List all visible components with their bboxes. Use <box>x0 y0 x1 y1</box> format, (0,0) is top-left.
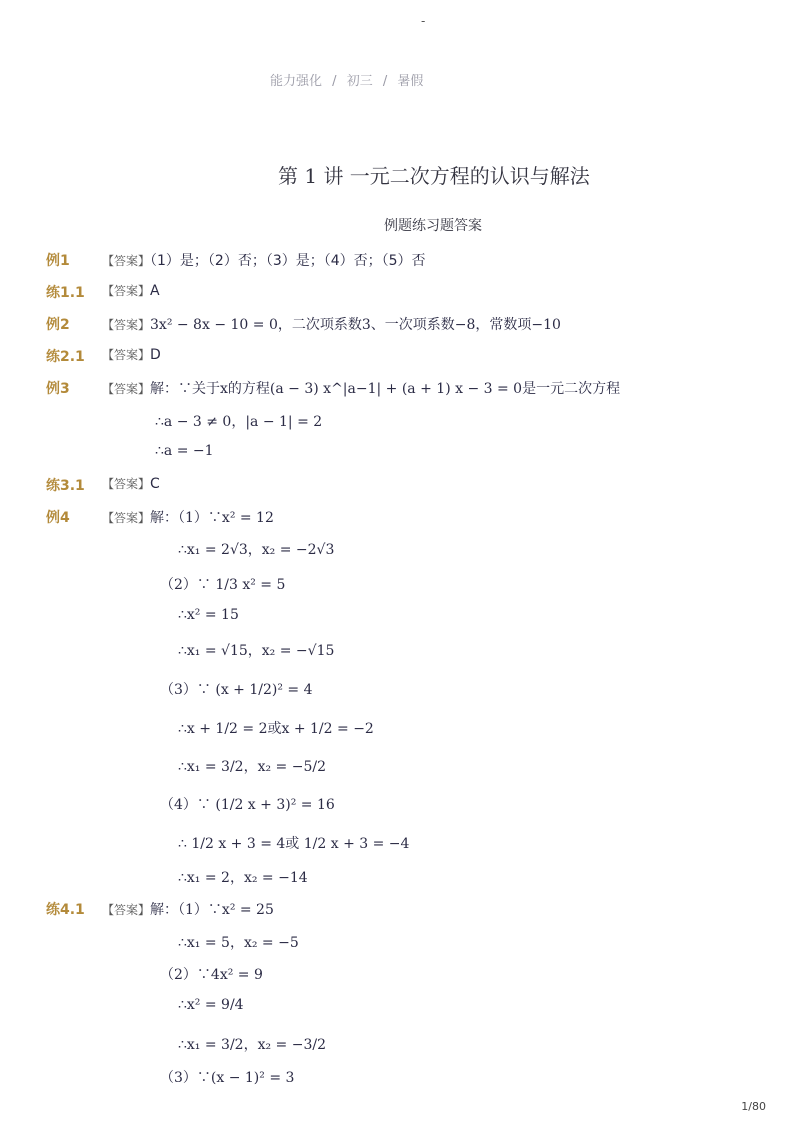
answer-tag: 【答案】 <box>102 284 151 298</box>
answer-tag: 【答案】 <box>102 318 151 332</box>
solution-line: （2）∵4x² = 9 <box>160 967 263 983</box>
item-label: 例1 <box>46 253 70 269</box>
solution-line: ∴x + 1/2 = 2或x + 1/2 = −2 <box>178 721 374 737</box>
answer-line <box>102 250 426 270</box>
solution-line: （2）∵ 1/3 x² = 5 <box>160 577 286 593</box>
item-label: 例4 <box>46 510 70 526</box>
solution-line: 解：∵关于x的方程(a − 3) x^|a−1| + (a + 1) x − 3 = 0是一元二次方程 <box>150 381 621 397</box>
solution-line: （3）∵(x − 1)² = 3 <box>160 1070 295 1086</box>
answer-tag: 【答案】 <box>102 511 151 525</box>
answer-line <box>102 314 561 334</box>
section-subtitle: 例题练习题答案 <box>384 218 482 234</box>
item-label: 例3 <box>46 381 70 397</box>
solution-line: ∴a = −1 <box>155 443 214 459</box>
solution-line: ∴ 1/2 x + 3 = 4或 1/2 x + 3 = −4 <box>178 836 410 852</box>
answer-tag: 【答案】 <box>102 477 151 491</box>
solution-line: ∴x₁ = 3/2，x₂ = −5/2 <box>178 759 326 775</box>
answer-text: （1）是；（2）否；（3）是；（4）否；（5）否 <box>150 253 426 269</box>
answer-text: D <box>150 347 161 363</box>
item-label: 练1.1 <box>46 285 85 301</box>
answer-text: A <box>150 283 160 299</box>
item-label: 例2 <box>46 317 70 333</box>
breadcrumb-item: 能力强化 <box>270 74 323 89</box>
item-label: 练2.1 <box>46 349 85 365</box>
answer-line <box>102 899 274 919</box>
item-label: 练4.1 <box>46 902 85 918</box>
answer-tag: 【答案】 <box>102 254 151 268</box>
page-number: 1/80 <box>741 1100 766 1113</box>
answer-tag: 【答案】 <box>102 382 151 396</box>
solution-line: ∴x² = 15 <box>178 607 239 623</box>
answer-line <box>102 378 620 398</box>
answer-line <box>102 346 161 363</box>
solution-line: ∴x₁ = 5，x₂ = −5 <box>178 935 299 951</box>
solution-line: （3）∵ (x + 1/2)² = 4 <box>160 682 313 698</box>
solution-line: ∴x₁ = 2，x₂ = −14 <box>178 870 308 886</box>
answer-line <box>102 282 160 299</box>
breadcrumb-item: 暑假 <box>397 74 424 89</box>
answer-line <box>102 507 274 527</box>
breadcrumb <box>270 70 429 89</box>
answer-text: C <box>150 476 160 492</box>
solution-line: ∴x₁ = 2√3，x₂ = −2√3 <box>178 542 335 558</box>
top-dash: - <box>421 14 426 28</box>
solution-line: 解：（1）∵x² = 12 <box>150 510 274 526</box>
breadcrumb-sep: / <box>382 74 388 89</box>
solution-line: （4）∵ (1/2 x + 3)² = 16 <box>160 797 335 813</box>
answer-tag: 【答案】 <box>102 348 151 362</box>
breadcrumb-item: 初三 <box>346 74 373 89</box>
solution-line: ∴x₁ = 3/2，x₂ = −3/2 <box>178 1037 326 1053</box>
breadcrumb-sep: / <box>332 74 337 89</box>
solution-line: ∴a − 3 ≠ 0，|a − 1| = 2 <box>155 414 323 430</box>
solution-line: ∴x₁ = √15，x₂ = −√15 <box>178 643 335 659</box>
solution-line: ∴x² = 9/4 <box>178 997 244 1013</box>
answer-text: 3x² − 8x − 10 = 0，二次项系数3、一次项系数−8，常数项−10 <box>150 317 561 333</box>
solution-line: 解：（1）∵x² = 25 <box>150 902 274 918</box>
lecture-title: 第 1 讲 一元二次方程的认识与解法 <box>278 164 590 188</box>
item-label: 练3.1 <box>46 478 85 494</box>
answer-line <box>102 475 160 492</box>
answer-tag: 【答案】 <box>102 903 151 917</box>
